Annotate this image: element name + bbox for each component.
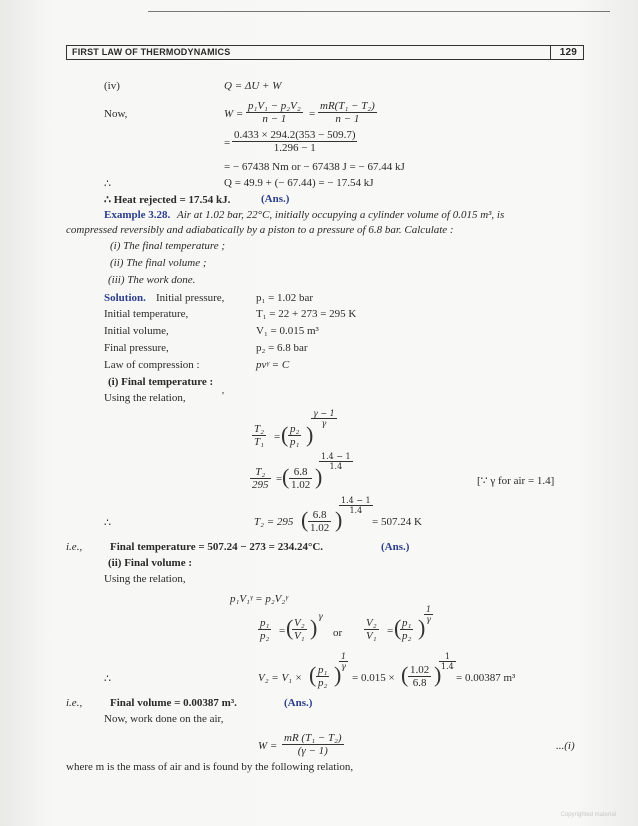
example-item-1: (i) The final temperature ; (110, 240, 226, 252)
vr-exponent: $\frac{1}{\gamma}$ (426, 605, 432, 624)
eq: = (387, 625, 394, 637)
w-result: = − 67438 Nm or − 67438 J = − 67.44 kJ (224, 161, 405, 173)
page-number: 129 (559, 47, 577, 58)
eq: = (279, 625, 286, 637)
paren-close: ) (310, 615, 318, 640)
solution-label: Solution. (104, 292, 146, 304)
paren-close: ) (334, 662, 342, 687)
q-equation: Q = ΔU + W (224, 80, 282, 92)
using-relation: Using the relation, (104, 392, 186, 404)
therefore-symbol: ∴ (104, 673, 111, 685)
v2-exponent: $\frac{1}{\gamma}$ (341, 652, 347, 671)
example-text-1: Air at 1.02 bar, 22°C, initially occupying a cylinder volume of 0.015 m³, is (177, 209, 505, 221)
w-lhs: W = (224, 108, 244, 120)
ie-label: i.e., (66, 541, 83, 553)
t-sub-lhs: $\frac{\text{T₂}}{295}$ (252, 466, 269, 491)
where-text: where m is the mass of air and is found by the following relation, (66, 761, 354, 773)
work-done-text: Now, work done on the air, (104, 713, 224, 725)
chapter-title: FIRST LAW OF THERMODYNAMICS (72, 47, 231, 57)
q-result: Q = 49.9 + (− 67.44) = − 17.54 kJ (224, 177, 374, 189)
gamma-note: [∵ γ for air = 1.4] (477, 475, 555, 487)
stray-mark: ' (222, 390, 224, 402)
example-item-3: (iii) The work done. (108, 274, 196, 286)
v2-lhs: V₂ = V₁ × (258, 672, 303, 684)
part-label: (iv) (104, 80, 120, 92)
example-label: Example 3.28. (104, 209, 171, 221)
v2-number-ratio: $\frac{1.02}{6.8}$ (410, 664, 430, 689)
paren-open: ( (394, 615, 402, 640)
v2-mid: = 0.015 × (352, 672, 395, 684)
t-ratio-rhs: $\frac{\text{p₂}}{\text{p₁}}$ (290, 423, 300, 448)
work-fraction: $\frac{\text{mR (T₁ − T₂)}}{(\gamma - 1)}$ (284, 732, 342, 757)
t2-exponent: $\frac{1.4 - 1}{1.4}$ (341, 496, 371, 515)
paren-open: ( (286, 615, 294, 640)
given-value-5: pvᵞ = C (256, 359, 290, 371)
header-divider (550, 46, 551, 59)
ie-label-2: i.e., (66, 697, 83, 709)
given-value-2: T₁ = 22 + 273 = 295 K (256, 308, 357, 320)
equals-sign-2: = (224, 137, 231, 149)
w-substitution: $\frac{0.433 \times 294.2(353 - 509.7)}{1.296 - 1}$ (234, 129, 356, 154)
eq: = (276, 473, 283, 485)
paren-close: ) (306, 422, 314, 447)
paren-close: ) (315, 464, 323, 489)
w-fraction-2: $\frac{\text{mR(T₁ − T₂)}}{n - 1}$ (320, 100, 375, 125)
v2-result: = 0.00387 m³ (456, 672, 516, 684)
heat-rejected: ∴ Heat rejected = 17.54 kJ. (104, 194, 231, 206)
answer-tag: (Ans.) (261, 193, 290, 205)
paren-close: ) (418, 615, 426, 640)
pv-exponent: γ (318, 612, 323, 621)
t-ratio-lhs: $\frac{\text{T₂}}{\text{T₁}}$ (254, 423, 264, 448)
given-label-1: Initial pressure, (156, 292, 225, 304)
paren-close: ) (434, 662, 442, 687)
t2-lhs: T₂ = 295 (254, 516, 294, 528)
paren-open: ( (309, 662, 317, 687)
top-rule (148, 11, 610, 12)
work-lhs: W = (258, 740, 278, 752)
pv-relation: p₁V₁ᵞ = p₂V₂ᵞ (230, 593, 288, 605)
vr-lhs: $\frac{\text{V₂}}{\text{V₁}}$ (366, 617, 377, 642)
answer-tag: (Ans.) (284, 697, 313, 709)
v2-pressure-ratio: $\frac{\text{p₁}}{\text{p₂}}$ (318, 664, 328, 689)
answer-tag: (Ans.) (381, 541, 410, 553)
paren-open: ( (401, 662, 409, 687)
final-temperature: Final temperature = 507.24 − 273 = 234.24°C. (110, 541, 324, 553)
using-relation-2: Using the relation, (104, 573, 186, 585)
given-label-5: Law of compression : (104, 359, 200, 371)
t-sub-rhs: $\frac{6.8}{1.02}$ (291, 466, 311, 491)
eq: = (274, 431, 281, 443)
t2-result: = 507.24 K (372, 516, 422, 528)
watermark: Copyrighted material (560, 812, 616, 818)
given-label-2: Initial temperature, (104, 308, 189, 320)
t-ratio-exponent: $\frac{\gamma - 1}{\gamma}$ (313, 409, 335, 428)
paren-close: ) (335, 507, 343, 532)
final-volume: Final volume = 0.00387 m³. (110, 697, 237, 709)
page-header (66, 45, 584, 60)
paren-open: ( (282, 464, 290, 489)
pv-lhs: $\frac{\text{p₁}}{\text{p₂}}$ (260, 617, 270, 642)
therefore-symbol: ∴ (104, 178, 111, 190)
or-label: or (333, 627, 343, 639)
given-value-4: p₂ = 6.8 bar (256, 342, 308, 354)
paren-open: ( (301, 507, 309, 532)
t2-fraction: $\frac{6.8}{1.02}$ (310, 509, 330, 534)
example-item-2: (ii) The final volume ; (110, 257, 207, 269)
section-final-temp: (i) Final temperature : (108, 376, 214, 388)
given-value-3: V₁ = 0.015 m³ (256, 325, 319, 337)
given-label-4: Final pressure, (104, 342, 169, 354)
v2-number-exponent: $\frac{1}{1.4}$ (441, 652, 454, 671)
equation-tag: ...(i) (556, 740, 575, 752)
pv-rhs: $\frac{\text{V₂}}{\text{V₁}}$ (294, 617, 305, 642)
w-fraction-1: $\frac{\text{p₁V₁ − p₂V₂}}{n - 1}$ (248, 100, 301, 125)
now-label: Now, (104, 108, 128, 120)
paren-open: ( (281, 422, 289, 447)
equals-sign: = (309, 108, 316, 120)
given-value-1: p₁ = 1.02 bar (256, 292, 314, 304)
therefore-symbol: ∴ (104, 517, 111, 529)
vr-rhs: $\frac{\text{p₁}}{\text{p₂}}$ (402, 617, 412, 642)
given-label-3: Initial volume, (104, 325, 169, 337)
section-final-volume: (ii) Final volume : (108, 557, 193, 569)
t-sub-exponent: $\frac{1.4 - 1}{1.4}$ (321, 452, 351, 471)
example-text-2: compressed reversibly and adiabatically by a piston to a pressure of 6.8 bar. Calculate : (66, 224, 454, 236)
